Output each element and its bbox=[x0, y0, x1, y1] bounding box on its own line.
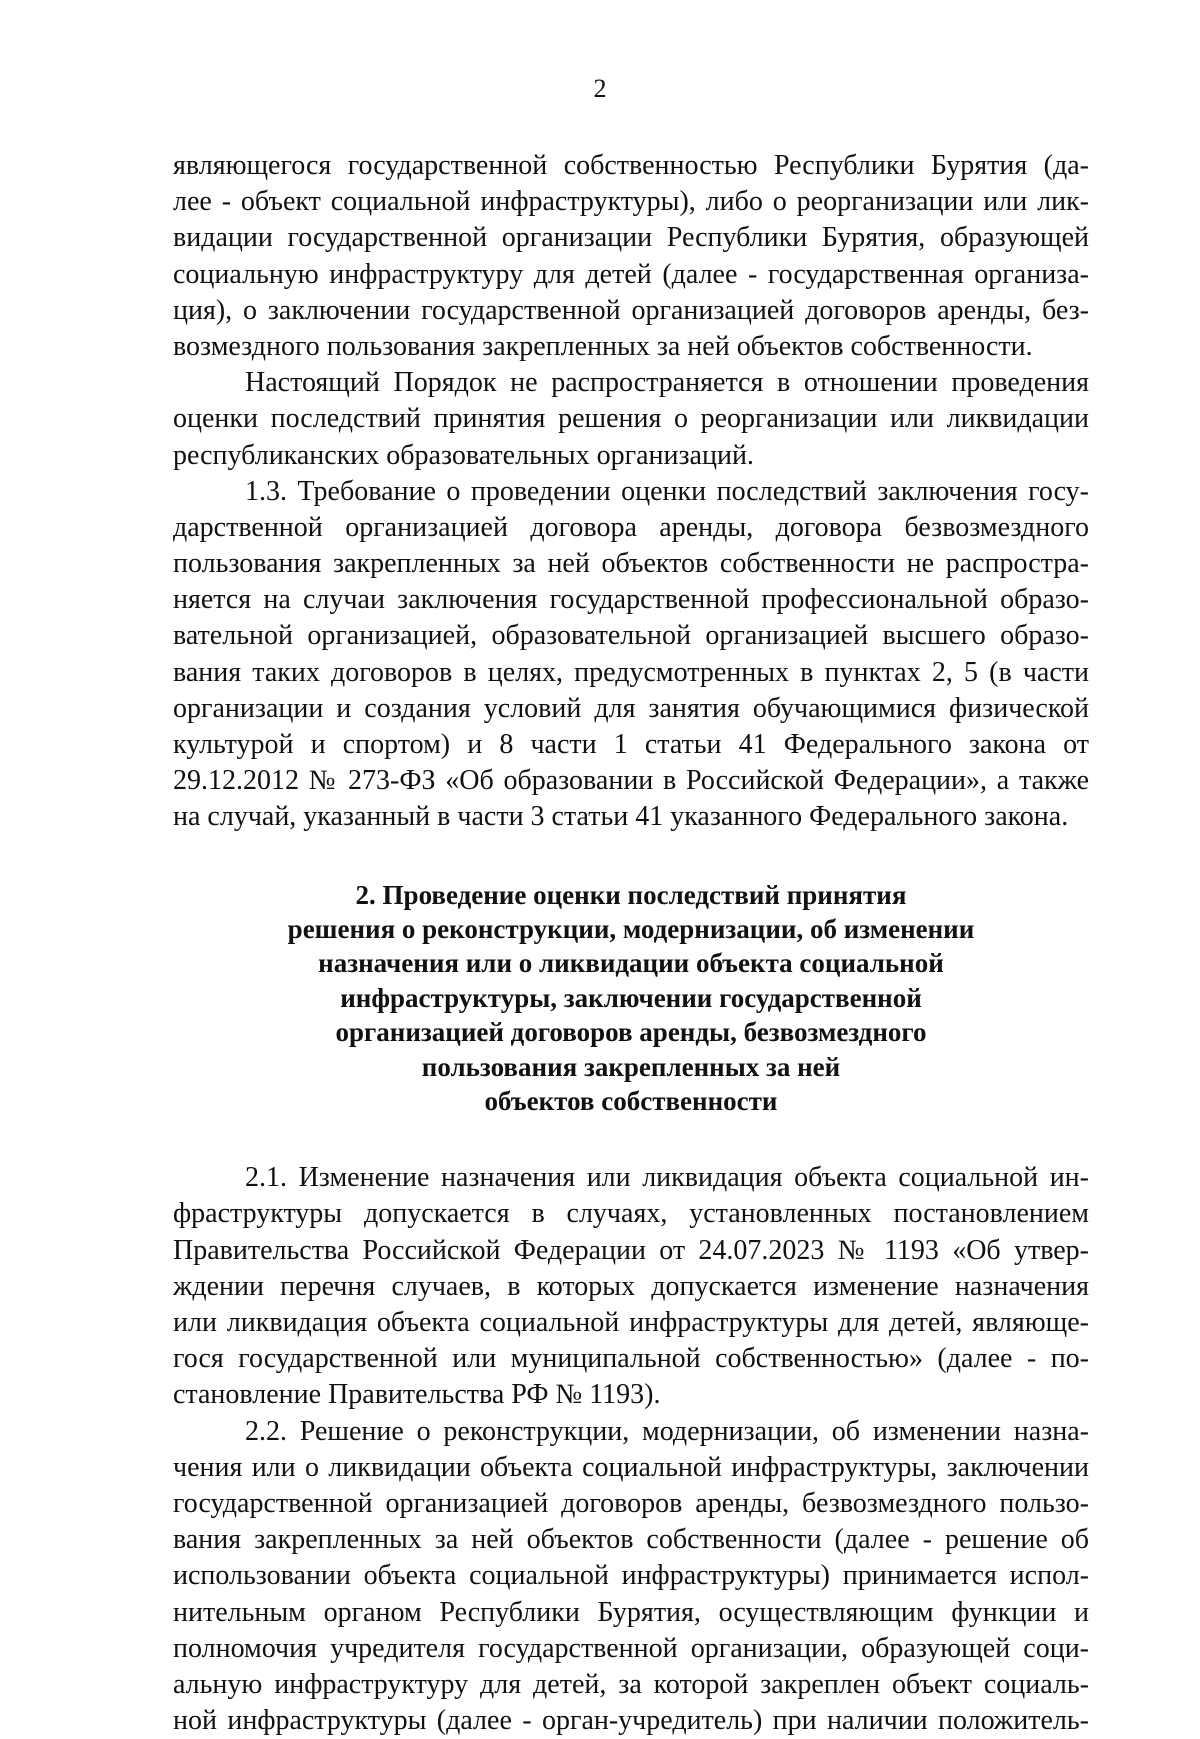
text-line: культурой и спортом) и 8 части 1 статьи 41 Федерального закона от bbox=[173, 729, 1089, 760]
text-line: организации и создания условий для занятия обучающимися физической bbox=[173, 692, 1089, 724]
text-line: использовании объекта социальной инфраструктуры) принимается испол- bbox=[173, 1560, 1089, 1592]
heading-line: решения о реконструкции, модернизации, об изменении bbox=[287, 913, 975, 944]
page-number: 2 bbox=[593, 74, 607, 103]
text-line: вания таких договоров в целях, предусмотренных в пунктах 2, 5 (в части bbox=[173, 656, 1089, 688]
text-line: Настоящий Порядок не распространяется в отношении проведения bbox=[245, 367, 1089, 399]
text-line: оценки последствий принятия решения о реорганизации или ликвидации bbox=[173, 403, 1089, 435]
text-line: являющегося государственной собственностью Республики Бурятия (да- bbox=[173, 150, 1089, 181]
heading-line: объектов собственности bbox=[484, 1085, 778, 1116]
text-line: 29.12.2012 № 273-ФЗ «Об образовании в Российской Федерации», а также bbox=[173, 765, 1089, 797]
text-line: няется на случаи заключения государственной профессиональной образо- bbox=[173, 584, 1089, 616]
text-line: 1.3. Требование о проведении оценки последствий заключения госу- bbox=[245, 475, 1089, 507]
text-line: ция), о заключении государственной организацией договоров аренды, без- bbox=[173, 294, 1089, 326]
text-line: возмездного пользования закрепленных за ней объектов собственности. bbox=[173, 330, 1033, 362]
text-line: или ликвидация объекта социальной инфраструктуры для детей, являюще- bbox=[173, 1307, 1089, 1339]
text-line: видации государственной организации Республики Бурятия, образующей bbox=[173, 222, 1089, 254]
paragraphs-after-heading bbox=[173, 1160, 1089, 1739]
text-line: социальную инфраструктуру для детей (далее - государственная организа- bbox=[173, 258, 1089, 290]
text-line: полномочия учредителя государственной организации, образующей соци- bbox=[173, 1632, 1089, 1664]
text-line: Правительства Российской Федерации от 24.07.2023 № 1193 «Об утвер- bbox=[173, 1234, 1089, 1266]
text-line: лее - объект социальной инфраструктуры), либо о реорганизации или лик- bbox=[173, 186, 1089, 218]
text-line: на случай, указанный в части 3 статьи 41 указанного Федерального закона. bbox=[173, 801, 1069, 833]
section-heading bbox=[173, 878, 1089, 1119]
text-line: фраструктуры допускается в случаях, установленных постановлением bbox=[173, 1198, 1089, 1230]
text-line: нительным органом Республики Бурятия, осуществляющим функции и bbox=[173, 1596, 1089, 1628]
text-line: гося государственной или муниципальной собственностью» (далее - по- bbox=[173, 1343, 1089, 1375]
text-line: альную инфраструктуру для детей, за которой закреплен объект социаль- bbox=[173, 1668, 1089, 1700]
paragraph bbox=[173, 148, 1089, 365]
heading-line: назначения или о ликвидации объекта социальной bbox=[318, 948, 944, 979]
paragraph bbox=[173, 474, 1089, 836]
heading-line: 2. Проведение оценки последствий принятия bbox=[355, 879, 907, 910]
paragraph bbox=[173, 365, 1089, 474]
text-line: республиканских образовательных организаций. bbox=[173, 439, 754, 471]
text-line: дарственной организацией договора аренды, договора безвозмездного bbox=[173, 511, 1089, 543]
paragraph bbox=[173, 1160, 1089, 1413]
text-line: чения или о ликвидации объекта социальной инфраструктуры, заключении bbox=[173, 1451, 1089, 1483]
text-line: ждении перечня случаев, в которых допускается изменение назначения bbox=[173, 1270, 1089, 1302]
text-line: 2.2. Решение о реконструкции, модернизации, об изменении назна- bbox=[245, 1415, 1089, 1447]
heading-line: организацией договоров аренды, безвозмездного bbox=[335, 1017, 927, 1048]
paragraphs-before-heading bbox=[173, 148, 1089, 836]
paragraph bbox=[173, 1414, 1089, 1739]
text-line: ной инфраструктуры (далее - орган-учредитель) при наличии положитель- bbox=[173, 1705, 1089, 1737]
heading-line: инфраструктуры, заключении государственной bbox=[340, 982, 922, 1013]
text-line: 2.1. Изменение назначения или ликвидация объекта социальной ин- bbox=[245, 1162, 1089, 1194]
heading-line: пользования закрепленных за ней bbox=[421, 1051, 841, 1082]
text-line: становление Правительства РФ № 1193). bbox=[173, 1379, 661, 1411]
text-line: пользования закрепленных за ней объектов собственности не распростра- bbox=[173, 548, 1089, 580]
document-body bbox=[173, 148, 1089, 1739]
text-line: вательной организацией, образовательной организацией высшего образо- bbox=[173, 620, 1089, 652]
text-line: вания закрепленных за ней объектов собственности (далее - решение об bbox=[173, 1524, 1089, 1556]
text-line: государственной организацией договоров аренды, безвозмездного пользо- bbox=[173, 1487, 1089, 1519]
